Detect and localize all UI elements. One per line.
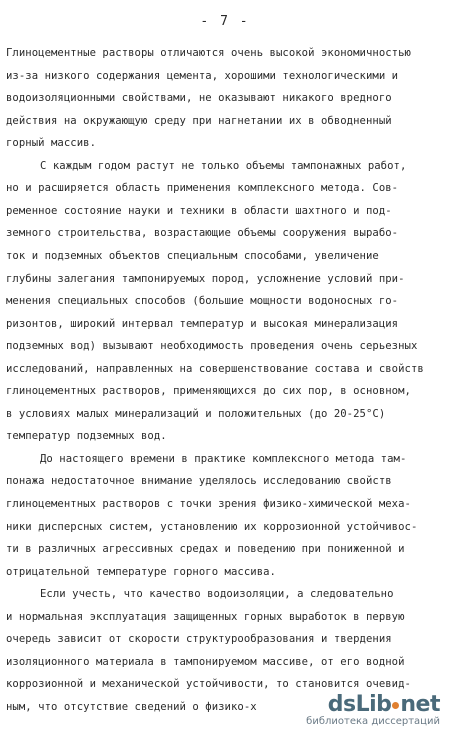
text-line: из-за низкого содержания цемента, хорошими технологическими и	[6, 70, 399, 82]
text-line: отрицательной температуре горного массива.	[6, 566, 276, 578]
text-line: действия на окружающую среду при нагнетании их в обводненный	[6, 115, 392, 127]
text-line: С каждым годом растут не только объемы тампонажных работ,	[40, 160, 407, 172]
text-line: ток и подземных объектов специальным способами, увеличение	[6, 250, 379, 262]
logo-text-left: dsLib	[327, 692, 392, 717]
text-line: ным, что отсутствие сведений о физико-х	[6, 701, 257, 713]
text-line: температур подземных вод.	[6, 430, 167, 442]
text-line: глиноцементных растворов, применяющихся до сих пор, в основном,	[6, 385, 411, 397]
text-line: но и расширяется область применения комплексного метода. Сов-	[6, 182, 399, 194]
text-line: глубины залегания тампонируемых пород, усложнение условий при-	[6, 273, 405, 285]
text-line: менения специальных способов (большие мощности водоносных го-	[6, 295, 399, 307]
watermark-subtitle: библиотека диссертаций	[306, 716, 440, 727]
text-line: и нормальная эксплуатация защищенных горных выработок в первую	[6, 611, 405, 623]
text-line: горный массив.	[6, 137, 96, 149]
text-line: глиноцементных растворов с точки зрения физико-химической меха-	[6, 498, 411, 510]
text-line: ременное состояние науки и техники в области шахтного и под-	[6, 205, 392, 217]
logo-text-right: net	[400, 692, 440, 717]
text-line: исследований, направленных на совершенствование состава и свойств	[6, 363, 424, 375]
text-line: подземных вод) вызывают необходимость проведения очень серьезных	[6, 340, 418, 352]
text-line: изоляционного материала в тампонируемом массиве, от его водной	[6, 656, 405, 668]
text-line: земного строительства, возрастающие объемы сооружения вырабо-	[6, 227, 399, 239]
text-line: очередь зависит от скорости структурообразования и твердения	[6, 633, 392, 645]
text-line: коррозионной и механической устойчивости, то становится очевид-	[6, 678, 411, 690]
page-number: - 7 -	[200, 14, 250, 29]
text-line: водоизоляционными свойствами, не оказывают никакого вредного	[6, 92, 392, 104]
text-line: Если учесть, что качество водоизоляции, а следовательно	[40, 588, 394, 600]
text-line: Глиноцементные растворы отличаются очень высокой экономичностью	[6, 47, 411, 59]
text-line: понажа недостаточное внимание уделялось исследованию свойств	[6, 475, 392, 487]
text-line: ники дисперсных систем, установлению их коррозионной устойчивос-	[6, 521, 418, 533]
text-line: ризонтов, широкий интервал температур и высокая минерализация	[6, 318, 399, 330]
text-line: в условиях малых минерализаций и положительных (до 20-25°С)	[6, 408, 386, 420]
text-line: ти в различных агрессивных средах и поведению при пониженной и	[6, 543, 405, 555]
logo-dot-icon	[392, 702, 399, 709]
dslib-watermark[interactable]	[260, 692, 440, 728]
dslib-logo	[328, 692, 440, 717]
text-line: До настоящего времени в практике комплексного метода там-	[40, 453, 407, 465]
